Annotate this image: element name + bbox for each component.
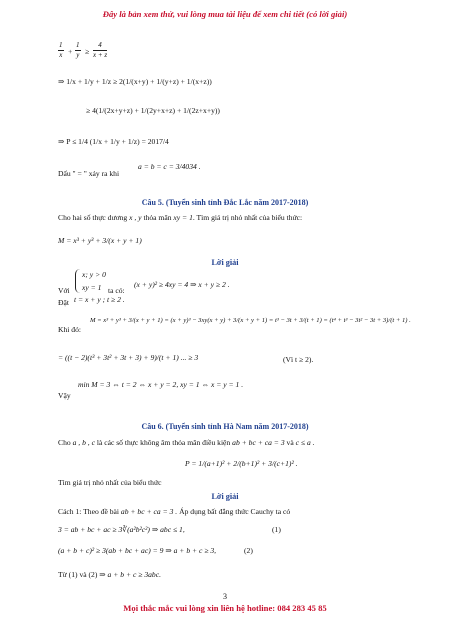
from-line: Từ (1) và (2) ⇒ a + b + c ≥ 3abc. [58,570,161,579]
method-line: Cách 1: Theo đề bài ab + bc + ca = 3 . Áp dụng bất đẳng thức Cauchy ta có [58,507,291,516]
set-label: Đặt [58,298,69,307]
cau5-solution-title: Lời giải [211,258,239,267]
ineq2-line: ⇒ 1/x + 1/y + 1/z ≥ 2(1/(x+y) + 1/(y+z) + 1/(x+z)) [58,77,212,86]
conclusion-expr: min M = 3 ⇔ t = 2 ⇔ x + y = 2, xy = 1 ⇔ x = y = 1 . [78,380,244,389]
conclusion-label: Vậy [58,391,71,400]
system-brace [75,269,80,293]
cau6-problem: Cho a , b , c là các số thực không âm thỏa mãn điều kiện ab + bc + ca = 3 và c ≤ a . [58,438,315,447]
cau5-ineq: (x + y)² ≥ 4xy = 4 ⇒ x + y ≥ 2 . [134,280,230,289]
step1-tag: (1) [272,525,281,534]
we-have-label: ta có: [108,286,125,295]
ineq4-line: ⇒ P ≤ 1/4 (1/x + 1/y + 1/z) = 2017/4 [58,137,169,146]
step1-expr: 3 = ab + bc + ac ≥ 3∛(a²b²c²) ⇒ abc ≤ 1, [58,525,185,534]
page-number: 3 [223,592,227,601]
equality-label: Dấu " = " xảy ra khi [58,169,120,178]
system-line-2: xy = 1 [82,283,102,292]
find-text: Tìm giá trị nhỏ nhất của biểu thức [58,478,162,487]
cau5-title: Câu 5. (Tuyển sinh tỉnh Đắc Lắc năm 2017-2018) [141,198,309,207]
cau6-expression: P = 1/(a+1)² + 2/(b+1)² + 3/(c+1)² . [185,459,298,468]
hotline-footer: Mọi thắc mắc vui lòng xin liên hệ hotline: 084 283 45 85 [123,603,327,613]
step2-expr: (a + b + c)² ≥ 3(ab + bc + ac) = 9 ⇒ a + b + c ≥ 3, [58,546,217,555]
system-line-1: x; y > 0 [82,270,106,279]
document-page: Đây là bản xem thử, vui lòng mua tài liệu để xem chi tiết (có lời giải) $\frac{1}{x}$ + $\frac{1}{y}$ ≥ $\frac{4}{x + z}$ ⇒ 1/x + 1/y + 1/z ≥ 2(1/(x+y) + 1/(y+z) + 1/(x+z)) ≥ 4(1/(2x+y+z) + 1/(2y+x+z) + 1/(2z+x+y)) ⇒ P ≤ 1/4 (1/x + 1/y + 1/z) = 2017/4 Dấu " = " xảy ra khi a = b = c = 3/4034 . Câu 5. (Tuyển sinh tỉnh Đắc Lắc năm 2017-2018) Cho hai số thực dương x , y thỏa mãn xy = 1. Tìm giá trị nhỏ nhất của biểu thức: M = x³ + y³ + 3/(x + y + 1) Lời giải x; y > 0 xy = 1 Với ta có: (x + y)² ≥ 4xy = 4 ⇒ x + y ≥ 2 . Đặt t = x + y ; t ≥ 2 . Khi đó: M = x³ + y³ + 3/(x + y + 1) = (x + y)³ − 3xy(x + y) + 3/(x + y + 1) = t³ − 3t + 3/(t + 1) = (t⁴ + t³ − 3t² − 3t + 3)/(t + 1) . = ((t − 2)(t³ + 3t² + 3t + 3) + 9)/(t + 1) ... ≥ 3 (Vì t ≥ 2). Vậy min M = 3 ⇔ t = 2 ⇔ x + y = 2, xy = 1 ⇔ x = y = 1 . Câu 6. (Tuyển sinh tỉnh Hà Nam năm 2017-2018) Cho a , b , c là các số thực không âm thỏa mãn điều kiện ab + bc + ca = 3 và c ≤ a . P = 1/(a+1)² + 2/(b+1)² + 3/(c+1)² . Tìm giá trị nhỏ nhất của biểu thức Lời giải Cách 1: Theo đề bài ab + bc + ca = 3 . Áp dụng bất đẳng thức Cauchy ta có 3 = ab + bc + ac ≥ 3∛(a²b²c²) ⇒ abc ≤ 1, (1) (a + b + c)² ≥ 3(ab + bc + ac) = 9 ⇒ a + b + c ≥ 3, (2) Từ (1) và (2) ⇒ a + b + c ≥ 3abc. 3 Mọi thắc mắc vui lòng xin liên hệ hotline: 084 283 45 85 [0,0,450,637]
reason-text: (Vì t ≥ 2). [283,355,314,364]
preview-banner: Đây là bản xem thử, vui lòng mua tài liệu để xem chi tiết (có lời giải) [102,9,348,19]
ineq3-line: ≥ 4(1/(2x+y+z) + 1/(2y+x+z) + 1/(2z+x+y)) [86,106,220,115]
expand-expr: = ((t − 2)(t³ + 3t² + 3t + 3) + 9)/(t + 1) ... ≥ 3 [58,353,199,362]
step2-tag: (2) [244,546,253,555]
set-expr: t = x + y ; t ≥ 2 . [74,295,125,304]
with-label: Với [58,286,70,295]
cau5-expression: M = x³ + y³ + 3/(x + y + 1) [58,236,142,245]
cau6-title: Câu 6. (Tuyển sinh tỉnh Hà Nam năm 2017-2018) [141,422,309,431]
cau5-problem: Cho hai số thực dương x , y thỏa mãn xy = 1. Tìm giá trị nhỏ nhất của biểu thức: [58,213,303,222]
cau6-solution-title: Lời giải [211,492,239,501]
then-label: Khi đó: [58,325,81,334]
equality-value: a = b = c = 3/4034 . [138,162,201,171]
then-expr: M = x³ + y³ + 3/(x + y + 1) = (x + y)³ − 3xy(x + y) + 3/(x + y + 1) = t³ − 3t + 3/(t + 1) = (t⁴ + t³ − 3t² − 3t + 3)/(t + 1) . [90,317,411,324]
